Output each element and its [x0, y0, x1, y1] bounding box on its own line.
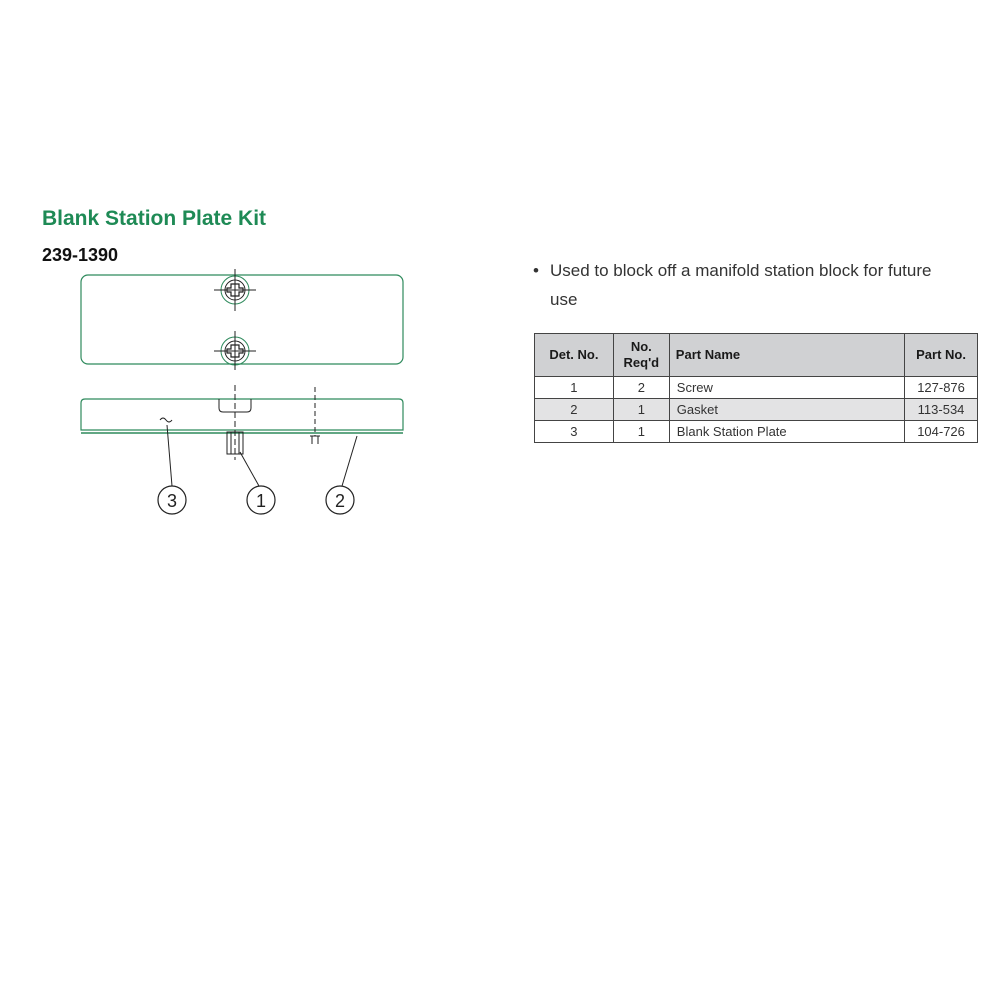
cell-qty: 1 [613, 421, 669, 443]
header-part-name: Part Name [669, 334, 904, 377]
cell-part-name: Blank Station Plate [669, 421, 904, 443]
parts-table [534, 333, 978, 443]
leader-1 [240, 452, 259, 486]
plate-side-view [81, 399, 403, 430]
cell-part-no: 127-876 [905, 377, 978, 399]
header-no-reqd [613, 334, 669, 377]
cell-det-no: 1 [535, 377, 614, 399]
table-row [535, 421, 978, 443]
header-det-no: Det. No. [535, 334, 614, 377]
callout-3-label: 3 [166, 491, 178, 511]
kit-number: 239-1390 [42, 245, 119, 265]
screw-hole-icon [310, 387, 320, 444]
header-part-no: Part No. [905, 334, 978, 377]
cell-part-no: 104-726 [905, 421, 978, 443]
leader-3 [167, 425, 172, 486]
callout-1-label: 1 [255, 491, 267, 511]
cell-det-no: 2 [535, 399, 614, 421]
callout-3 [158, 486, 186, 514]
callout-2 [326, 486, 354, 514]
table-row [535, 377, 978, 399]
callout-2-label: 2 [334, 491, 346, 511]
plate-mark [160, 418, 172, 422]
table-header-row [535, 334, 978, 377]
table-row [535, 399, 978, 421]
screw-side-icon [219, 385, 251, 460]
header-no-reqd-line1: No. [630, 339, 652, 354]
cell-det-no: 3 [535, 421, 614, 443]
leader-2 [342, 436, 357, 486]
page-title: Blank Station Plate Kit [42, 207, 267, 230]
cell-part-name: Gasket [669, 399, 904, 421]
header-no-reqd-line2: Req'd [623, 355, 660, 370]
callout-1 [247, 486, 275, 514]
bullet-dot-icon: • [533, 261, 539, 280]
exploded-parts-drawing [70, 265, 415, 525]
cell-part-name: Screw [669, 377, 904, 399]
description-bullet [533, 256, 933, 314]
description-text: Used to block off a manifold station block for future use [550, 261, 932, 309]
cell-qty: 1 [613, 399, 669, 421]
cell-part-no: 113-534 [905, 399, 978, 421]
cell-qty: 2 [613, 377, 669, 399]
